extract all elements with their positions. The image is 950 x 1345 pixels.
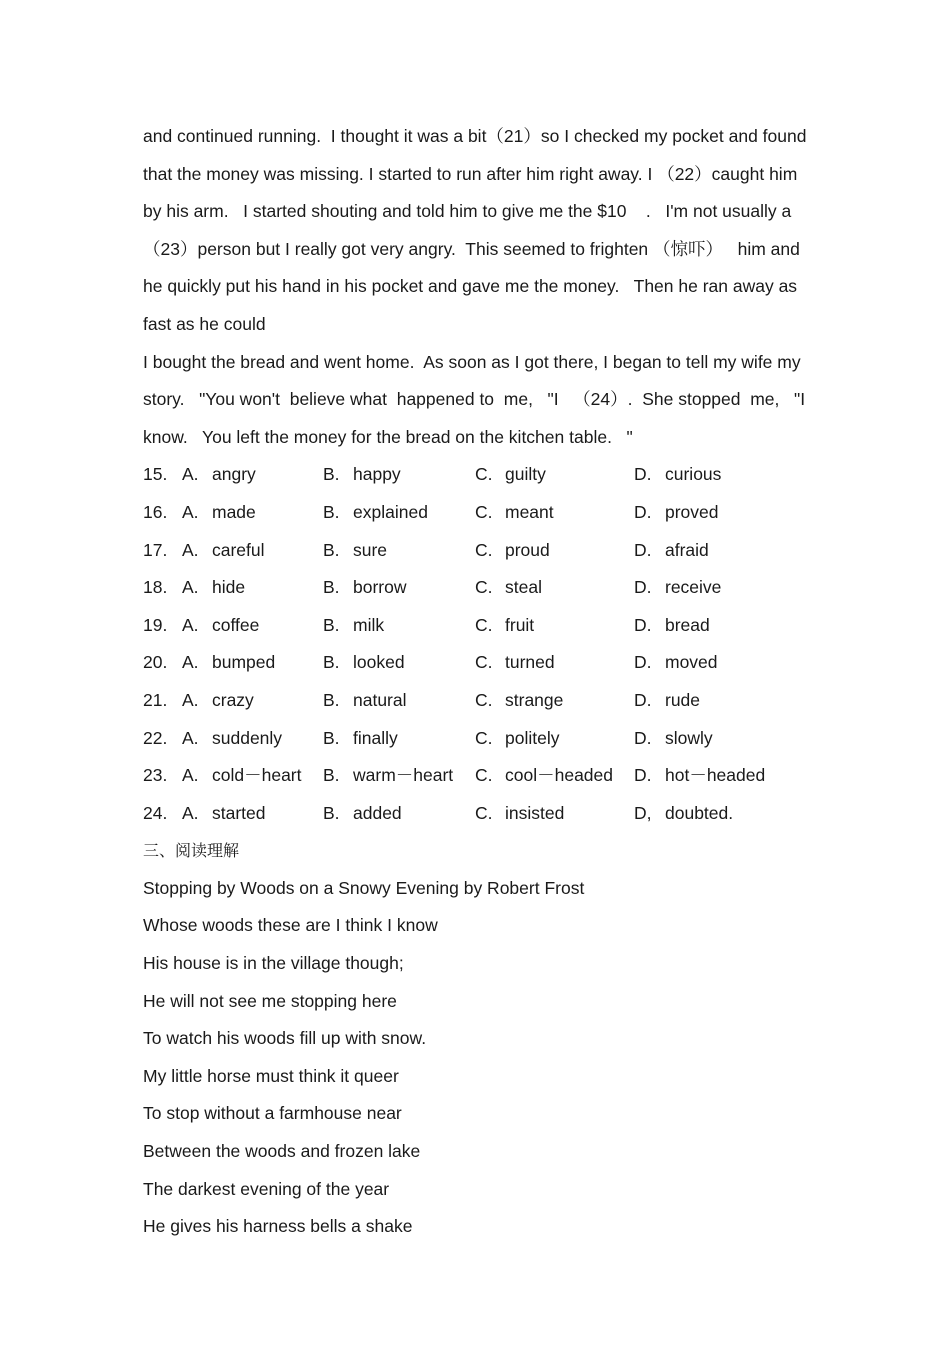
option-b-text: looked [353,652,405,673]
option-a-text: angry [212,464,256,485]
question-17 [143,532,823,570]
passage-line: by his arm. I started shouting and told him to give me the $10 . I'm not usually a [143,201,792,222]
section-title: 三、阅读理解 [143,841,240,861]
option-b-text: finally [353,727,398,748]
option-c-text: guilty [505,464,546,485]
option-d-text: afraid [665,539,709,560]
question-number: 20. [143,652,168,673]
passage-line: and continued running. I thought it was a bit（21）so I checked my pocket and found [143,126,807,146]
poem-line: His house is in the village though; [143,953,404,974]
question-23 [143,757,823,795]
option-letter: A. [182,464,199,485]
poem-line: Whose woods these are I think I know [143,915,438,936]
option-letter: D. [634,727,652,748]
option-letter: C. [475,802,493,823]
question-21 [143,682,823,720]
question-number: 16. [143,501,168,522]
option-letter: B. [323,689,340,710]
option-a-text: cold－heart [212,765,302,786]
option-letter: C. [475,501,493,522]
option-c-text: insisted [505,802,565,823]
option-d-text: slowly [665,727,713,748]
option-letter: C. [475,652,493,673]
option-c-text: fruit [505,614,535,635]
option-d-text: proved [665,501,719,522]
option-letter: A. [182,727,199,748]
option-b-text: milk [353,614,385,635]
question-19 [143,607,823,645]
option-a-text: crazy [212,689,254,710]
poem-line: My little horse must think it queer [143,1065,399,1086]
option-letter: B. [323,727,340,748]
question-24 [143,795,823,833]
option-a-text: coffee [212,614,260,635]
option-letter: D. [634,765,652,786]
option-letter: B. [323,501,340,522]
poem-line: He will not see me stopping here [143,990,397,1011]
option-letter: B. [323,614,340,635]
option-letter: B. [323,539,340,560]
option-letter: A. [182,501,199,522]
option-letter: A. [182,577,199,598]
option-letter: C. [475,464,493,485]
poem-line: He gives his harness bells a shake [143,1216,413,1237]
question-number: 19. [143,614,168,635]
option-letter: C. [475,765,493,786]
option-letter: B. [323,577,340,598]
option-b-text: sure [353,539,388,560]
question-number: 21. [143,689,168,710]
poem-line: The darkest evening of the year [143,1178,390,1199]
option-d-text: receive [665,577,722,598]
option-b-text: explained [353,501,428,522]
option-letter: D, [634,802,652,823]
question-number: 15. [143,464,168,485]
option-letter: B. [323,652,340,673]
option-letter: A. [182,539,199,560]
option-a-text: careful [212,539,265,560]
question-number: 18. [143,577,168,598]
document-page [143,118,823,1246]
option-letter: A. [182,802,199,823]
option-a-text: made [212,501,256,522]
poem-line: To watch his woods fill up with snow. [143,1028,427,1049]
question-number: 17. [143,539,168,560]
question-15 [143,456,823,494]
option-b-text: borrow [353,577,407,598]
option-d-text: rude [665,689,701,710]
poem-line: To stop without a farmhouse near [143,1103,402,1124]
option-letter: C. [475,689,493,710]
passage-line: fast as he could [143,313,266,334]
poem [143,870,823,1246]
option-letter: A. [182,614,199,635]
question-number: 24. [143,802,168,823]
option-letter: A. [182,689,199,710]
option-b-text: natural [353,689,407,710]
option-a-text: hide [212,577,246,598]
question-number: 23. [143,765,168,786]
option-letter: C. [475,539,493,560]
poem-title: Stopping by Woods on a Snowy Evening by Robert Frost [143,877,585,898]
poem-line: Between the woods and frozen lake [143,1141,421,1162]
passage-line: story. "You won't believe what happened to me, "I （24）. She stopped me, "I [143,389,806,410]
option-letter: A. [182,765,199,786]
question-number: 22. [143,727,168,748]
question-20 [143,644,823,682]
question-16 [143,494,823,532]
option-c-text: steal [505,577,542,598]
option-letter: D. [634,501,652,522]
question-22 [143,720,823,758]
option-letter: D. [634,689,652,710]
option-letter: D. [634,464,652,485]
option-letter: C. [475,577,493,598]
option-letter: A. [182,652,199,673]
option-c-text: turned [505,652,555,673]
option-b-text: added [353,802,402,823]
option-letter: C. [475,614,493,635]
option-b-text: happy [353,464,401,485]
option-c-text: proud [505,539,550,560]
option-d-text: doubted. [665,802,734,823]
option-c-text: cool－headed [505,765,613,786]
passage-line: that the money was missing. I started to run after him right away. I （22）caught him [143,163,798,184]
option-c-text: strange [505,689,564,710]
passage-line: I bought the bread and went home. As soon as I got there, I began to tell my wife my [143,351,801,372]
option-d-text: curious [665,464,722,485]
options-list [143,456,823,832]
passage-line: know. You left the money for the bread on the kitchen table. " [143,426,633,447]
option-letter: D. [634,652,652,673]
option-d-text: moved [665,652,718,673]
passage [143,118,823,456]
option-letter: C. [475,727,493,748]
option-letter: D. [634,614,652,635]
passage-line: he quickly put his hand in his pocket and gave me the money. Then he ran away as [143,276,798,297]
option-a-text: bumped [212,652,276,673]
option-d-text: bread [665,614,710,635]
option-d-text: hot－headed [665,765,766,786]
option-letter: D. [634,577,652,598]
option-c-text: meant [505,501,554,522]
question-18 [143,569,823,607]
option-a-text: suddenly [212,727,283,748]
option-letter: B. [323,765,340,786]
option-b-text: warm－heart [353,765,454,786]
option-letter: D. [634,539,652,560]
option-letter: B. [323,464,340,485]
passage-line: （23）person but I really got very angry. This seemed to frighten （惊吓） him and [143,238,800,259]
option-c-text: politely [505,727,560,748]
option-letter: B. [323,802,340,823]
option-a-text: started [212,802,266,823]
